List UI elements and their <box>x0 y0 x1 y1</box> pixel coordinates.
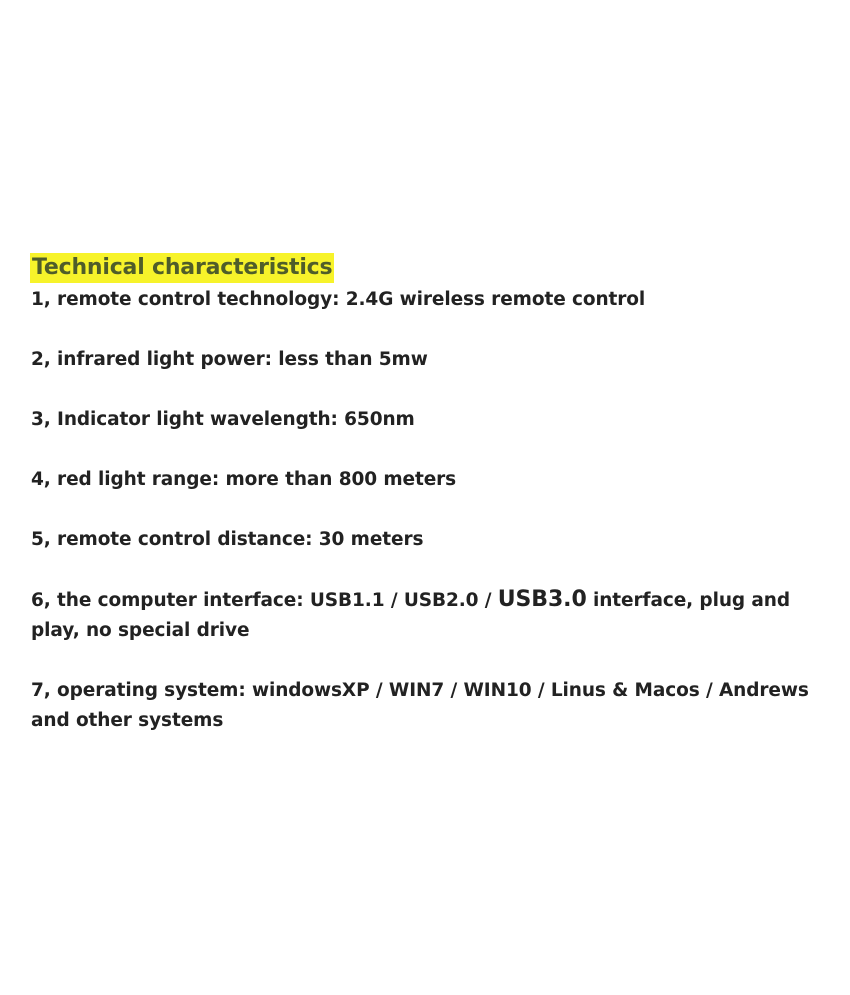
interface-text-after: interface, plug and play, no special drive <box>31 590 790 641</box>
spec-item-red-light-range: 4, red light range: more than 800 meters <box>31 469 457 490</box>
spec-item-remote-distance: 5, remote control distance: 30 meters <box>31 529 424 550</box>
interface-text-before: 6, the computer interface: USB1.1 / USB2.0 / <box>31 590 498 611</box>
spec-item-infrared-power: 2, infrared light power: less than 5mw <box>31 349 428 370</box>
spec-item-remote-technology: 1, remote control technology: 2.4G wireless remote control <box>31 289 646 310</box>
spec-item-operating-system: 7, operating system: windowsXP / WIN7 / WIN10 / Linus & Macos / Andrews and other systems <box>31 680 809 731</box>
spec-item-computer-interface <box>31 585 831 646</box>
interface-usb3-emphasis: USB3.0 <box>497 587 587 612</box>
spec-document <box>31 253 831 736</box>
section-heading: Technical characteristics <box>30 253 334 283</box>
spec-item-indicator-wavelength: 3, Indicator light wavelength: 650nm <box>31 409 415 430</box>
